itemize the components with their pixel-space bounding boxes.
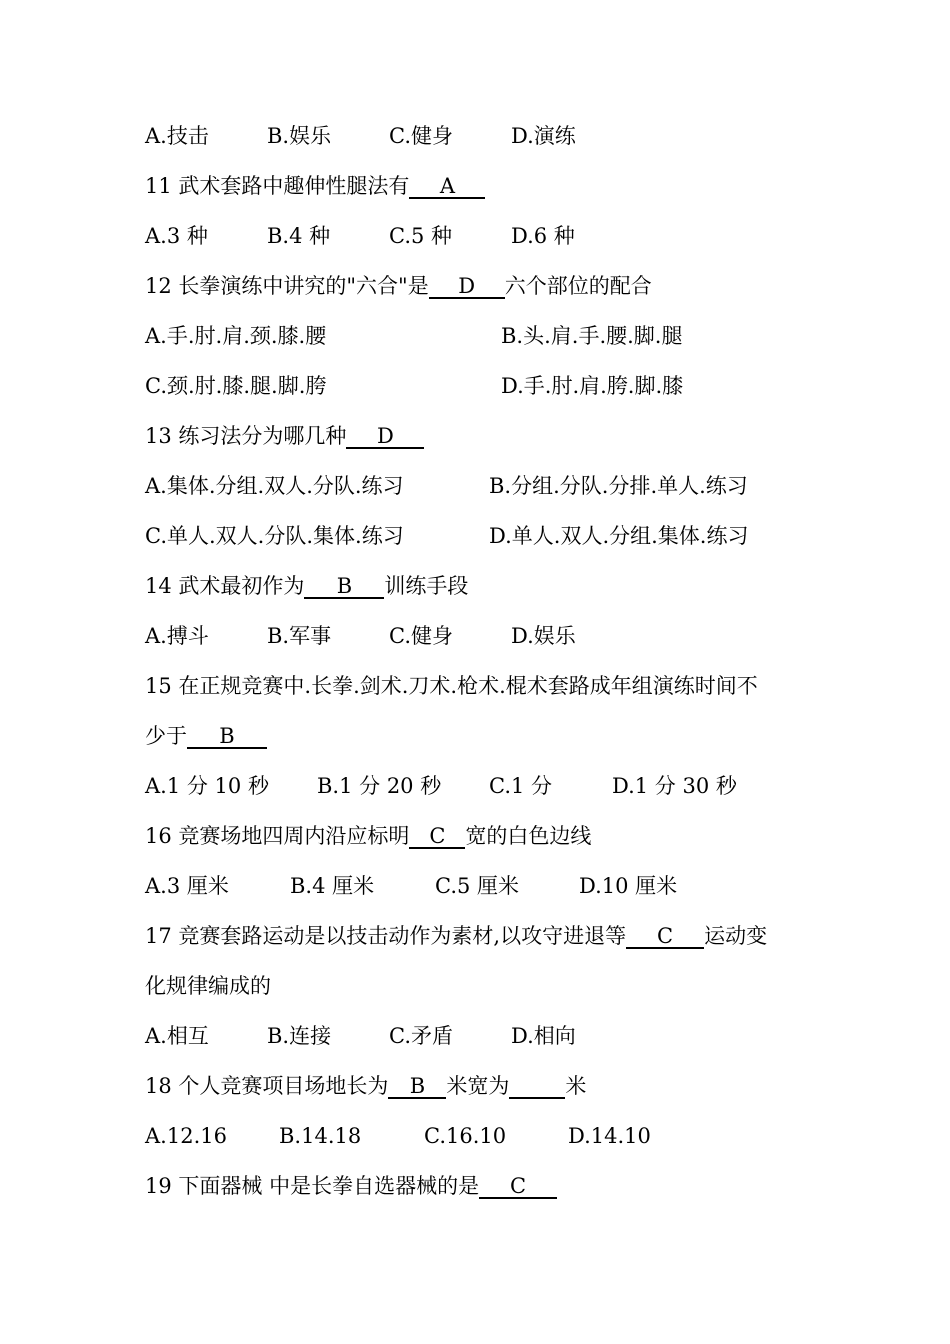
q11-question	[145, 171, 485, 201]
q11-option-d: D.6 种	[511, 224, 575, 248]
q16-option-a: A.3 厘米	[145, 874, 229, 898]
q14-option-c: C.健身	[389, 624, 453, 648]
q12-answer-blank: D	[429, 271, 505, 299]
q17-option-c: C.矛盾	[389, 1024, 453, 1048]
q12-option-c: C.颈.肘.膝.腿.脚.胯	[145, 374, 327, 398]
q16-option-d: D.10 厘米	[579, 874, 678, 898]
q17-answer-blank: C	[626, 921, 704, 949]
q10-option-a: A.技击	[145, 124, 209, 148]
q13-option-d: D.单人.双人.分组.集体.练习	[489, 524, 749, 548]
q11-option-b: B.4 种	[267, 224, 331, 248]
q14-text: 14 武术最初作为	[145, 574, 305, 598]
q17-option-b: B.连接	[267, 1024, 332, 1048]
q13-text: 13 练习法分为哪几种	[145, 424, 347, 448]
q17-option-d: D.相向	[511, 1024, 576, 1048]
q13-answer-blank: D	[346, 421, 424, 449]
q17-text: 17 竞赛套路运动是以技击动作为素材,以攻守进退等	[145, 924, 627, 948]
q18-answer-blank: B	[388, 1071, 446, 1099]
q14-answer-blank: B	[304, 571, 384, 599]
q14-suffix: 训练手段	[384, 574, 469, 598]
q12-suffix: 六个部位的配合	[504, 274, 652, 298]
q10-option-b: B.娱乐	[267, 124, 332, 148]
q16-text: 16 竞赛场地四周内沿应标明	[145, 824, 410, 848]
q11-answer-blank: A	[409, 171, 485, 199]
q18-text: 18 个人竞赛项目场地长为	[145, 1074, 389, 1098]
q14-option-b: B.军事	[267, 624, 332, 648]
q11-option-c: C.5 种	[389, 224, 453, 248]
q10-option-c: C.健身	[389, 124, 453, 148]
q15-answer-blank: B	[187, 721, 267, 749]
q12-text: 12 长拳演练中讲究的"六合"是	[145, 274, 429, 298]
q15-option-c: C.1 分	[489, 774, 553, 798]
q12-question	[145, 271, 652, 301]
q17-text-cont: 化规律编成的	[145, 974, 271, 998]
q17-question-cont	[145, 971, 271, 1001]
q17-question	[145, 921, 767, 951]
q16-option-b: B.4 厘米	[290, 874, 375, 898]
q18-option-b: B.14.18	[279, 1124, 362, 1148]
q18-option-a: A.12.16	[145, 1124, 227, 1148]
q15-text: 15 在正规竞赛中.长拳.剑术.刀术.枪术.棍术套路成年组演练时间不	[145, 674, 758, 698]
q11-option-a: A.3 种	[145, 224, 208, 248]
q18-suffix: 米	[565, 1074, 587, 1098]
q12-option-d: D.手.肘.肩.胯.脚.膝	[501, 374, 684, 398]
q18-middle: 米宽为	[446, 1074, 510, 1098]
q11-text: 11 武术套路中趣伸性腿法有	[145, 174, 410, 198]
q16-option-c: C.5 厘米	[435, 874, 520, 898]
q17-option-a: A.相互	[145, 1024, 209, 1048]
q13-option-b: B.分组.分队.分排.单人.练习	[489, 474, 748, 498]
q13-option-c: C.单人.双人.分队.集体.练习	[145, 524, 404, 548]
q19-answer-blank: C	[479, 1171, 557, 1199]
q15-text-cont: 少于	[145, 724, 187, 748]
q16-question	[145, 821, 591, 851]
q19-question	[145, 1171, 557, 1201]
q15-question	[145, 671, 758, 701]
q16-answer-blank: C	[409, 821, 465, 849]
q12-option-b: B.头.肩.手.腰.脚.腿	[501, 324, 683, 348]
q19-text: 19 下面器械 中是长拳自选器械的是	[145, 1174, 480, 1198]
q14-option-a: A.搏斗	[145, 624, 209, 648]
q15-option-a: A.1 分 10 秒	[145, 774, 269, 798]
q18-question	[145, 1071, 586, 1101]
q10-option-d: D.演练	[511, 124, 576, 148]
q13-question	[145, 421, 424, 451]
q14-question	[145, 571, 468, 601]
q15-option-d: D.1 分 30 秒	[612, 774, 737, 798]
q14-option-d: D.娱乐	[511, 624, 576, 648]
q15-option-b: B.1 分 20 秒	[317, 774, 442, 798]
q13-option-a: A.集体.分组.双人.分队.练习	[145, 474, 404, 498]
q18-option-c: C.16.10	[424, 1124, 507, 1148]
q17-suffix: 运动变	[704, 924, 768, 948]
q18-answer2-blank	[509, 1071, 565, 1099]
q16-suffix: 宽的白色边线	[465, 824, 592, 848]
q15-question-cont	[145, 721, 267, 751]
q12-option-a: A.手.肘.肩.颈.膝.腰	[145, 324, 327, 348]
q18-option-d: D.14.10	[568, 1124, 651, 1148]
